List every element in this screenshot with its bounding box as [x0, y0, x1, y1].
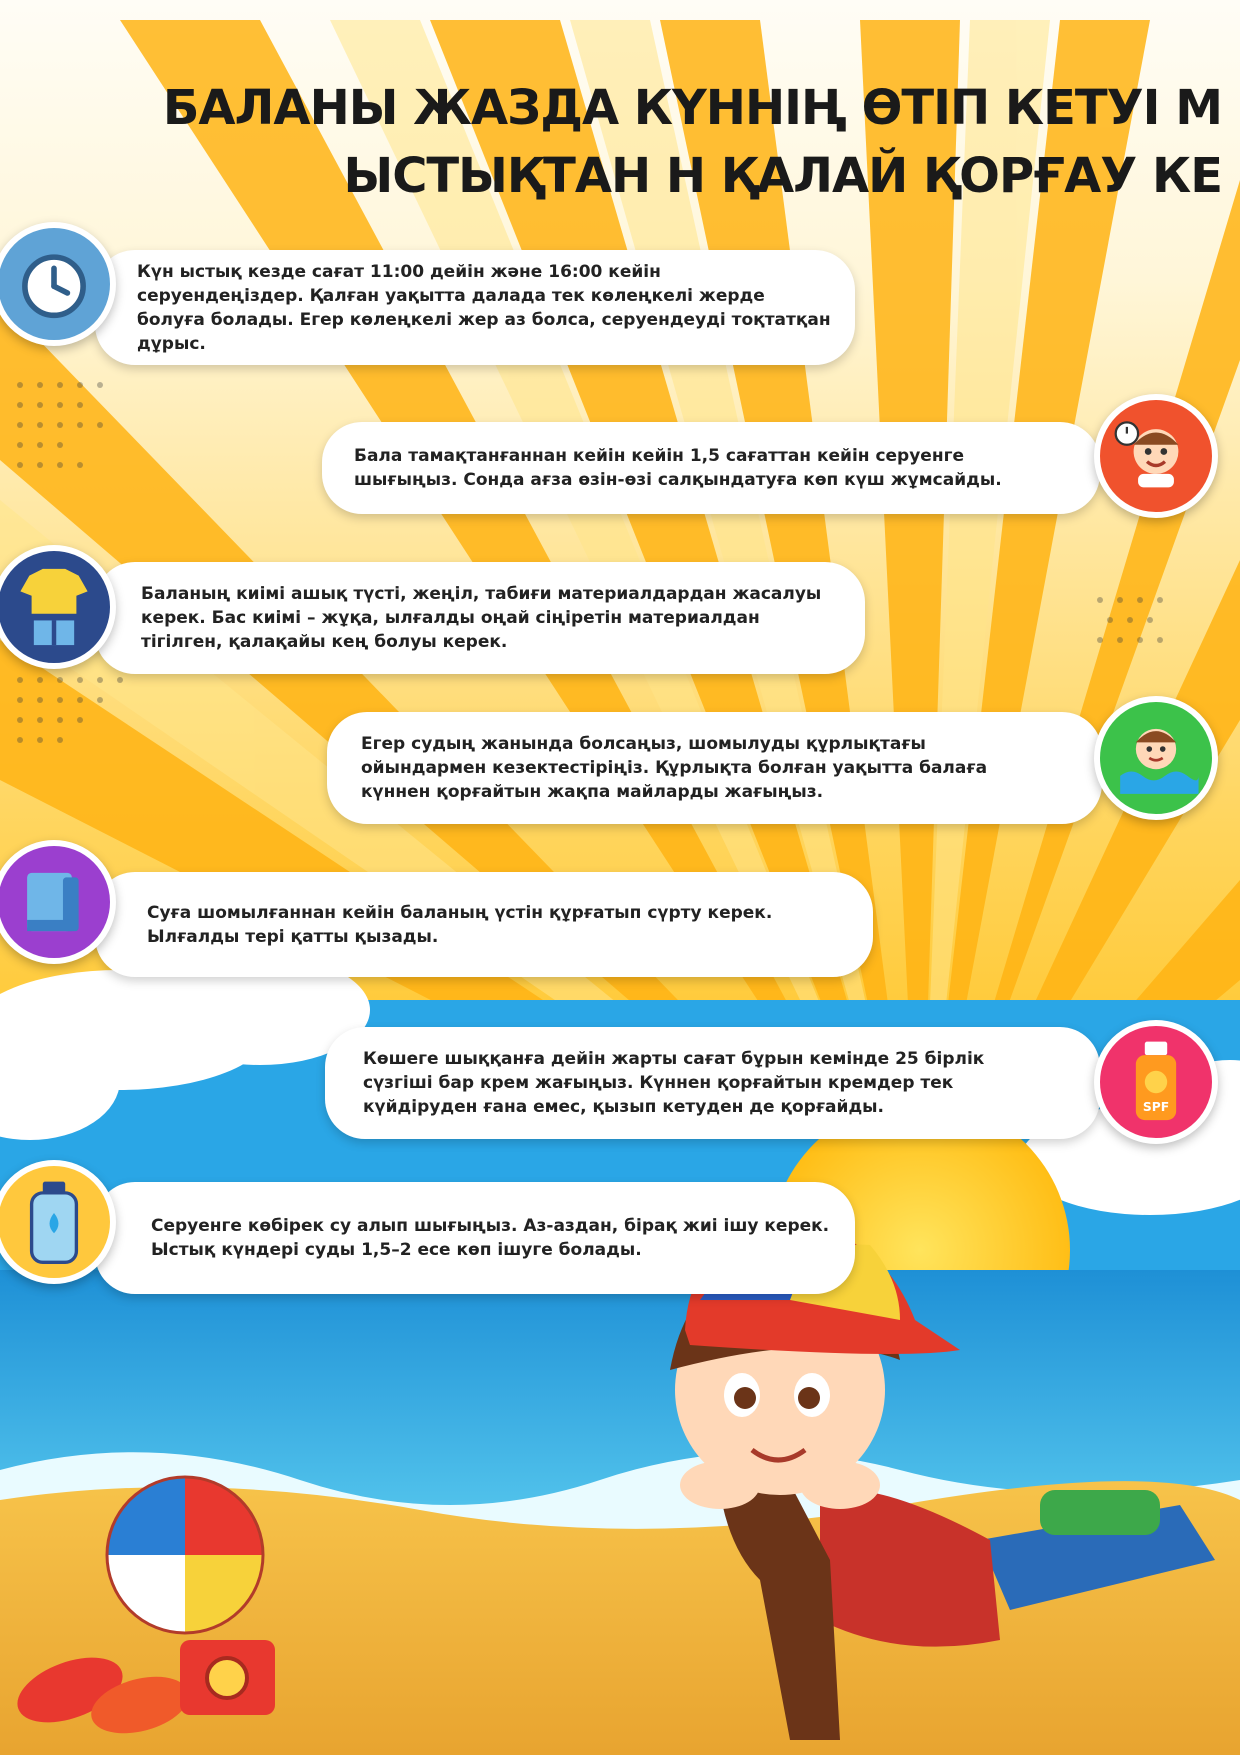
tip-text: Күн ыстық кезде сағат 11:00 дейін және 16:00 кейін серуендеңіздер. Қалған уақытта далада тек көлеңкелі жерде болуға болады. Егер көлеңкелі жер аз болса, серуендеуді тоқтатқан дұрыс.: [137, 261, 831, 354]
tip-card-1: [95, 250, 855, 365]
tip-card-2: [322, 422, 1100, 514]
tip-text: Егер судың жанында болсаңыз, шомылуды құрлықтағы ойындармен кезектестіріңіз. Құрлықта болған уақытта балаға күннен қорғайтын жақпа майларды жағыңыз.: [361, 734, 988, 802]
page-title-line-1: БАЛАНЫ ЖАЗДА КҮННІҢ ӨТІП КЕТУІ М: [162, 80, 1222, 136]
tip-7-icon-circle: [0, 1160, 116, 1284]
tip-text: Көшеге шыққанға дейін жарты сағат бұрын кемінде 25 бірлік сүзгіші бар крем жағыңыз. Күннен қорғайтын кремдер тек күйдіруден ғана емес, қызып кетуден де қорғайды.: [363, 1049, 985, 1117]
tip-2-icon-circle: [1094, 394, 1218, 518]
child-eating-icon: [1100, 400, 1212, 512]
tip-1-icon-circle: [0, 222, 116, 346]
tip-text: Баланың киімі ашық түсті, жеңіл, табиғи материалдардан жасалуы керек. Бас киімі – жұқа, ылғалды оңай сіңіретін материалдан тігілген, қалақайы кең болуы керек.: [141, 584, 822, 652]
tip-4-icon-circle: [1094, 696, 1218, 820]
tip-text: Суға шомылғаннан кейін баланың үстін құрғатып сүрту керек. Ылғалды тері қатты қызады.: [147, 902, 773, 947]
clothes-icon: [0, 551, 110, 663]
tip-text: Серуенге көбірек су алып шығыңыз. Аз-аздан, бірақ жиі ішу керек. Ыстық күндері суды 1,5–2 есе көп ішуге болады.: [151, 1216, 830, 1260]
swimming-child-icon: [1100, 702, 1212, 814]
tip-card-3: [95, 562, 865, 674]
tip-3-icon-circle: [0, 545, 116, 669]
tip-card-7: [95, 1182, 855, 1294]
tip-card-5: [95, 872, 873, 977]
spf-label: SPF: [1142, 1100, 1170, 1115]
towel-icon: [0, 846, 110, 958]
tip-card-4: [327, 712, 1102, 824]
page-title-line-2: ЫСТЫҚТАН Н ҚАЛАЙ ҚОРҒАУ КЕ: [343, 148, 1222, 204]
sunscreen-icon: [1100, 1026, 1212, 1138]
tip-card-6: [325, 1027, 1100, 1139]
tip-5-icon-circle: [0, 840, 116, 964]
tip-text: Бала тамақтанғаннан кейін кейін 1,5 сағаттан кейін серуенге шығыңыз. Сонда ағза өзін-өзі салқындатуға көп күш жұмсайды.: [354, 446, 1002, 490]
tip-6-icon-circle: [1094, 1020, 1218, 1144]
clock-icon: [0, 228, 110, 340]
toy-camera: [180, 1640, 275, 1715]
beach-ball: [107, 1477, 263, 1633]
water-bottle-icon: [0, 1166, 110, 1278]
